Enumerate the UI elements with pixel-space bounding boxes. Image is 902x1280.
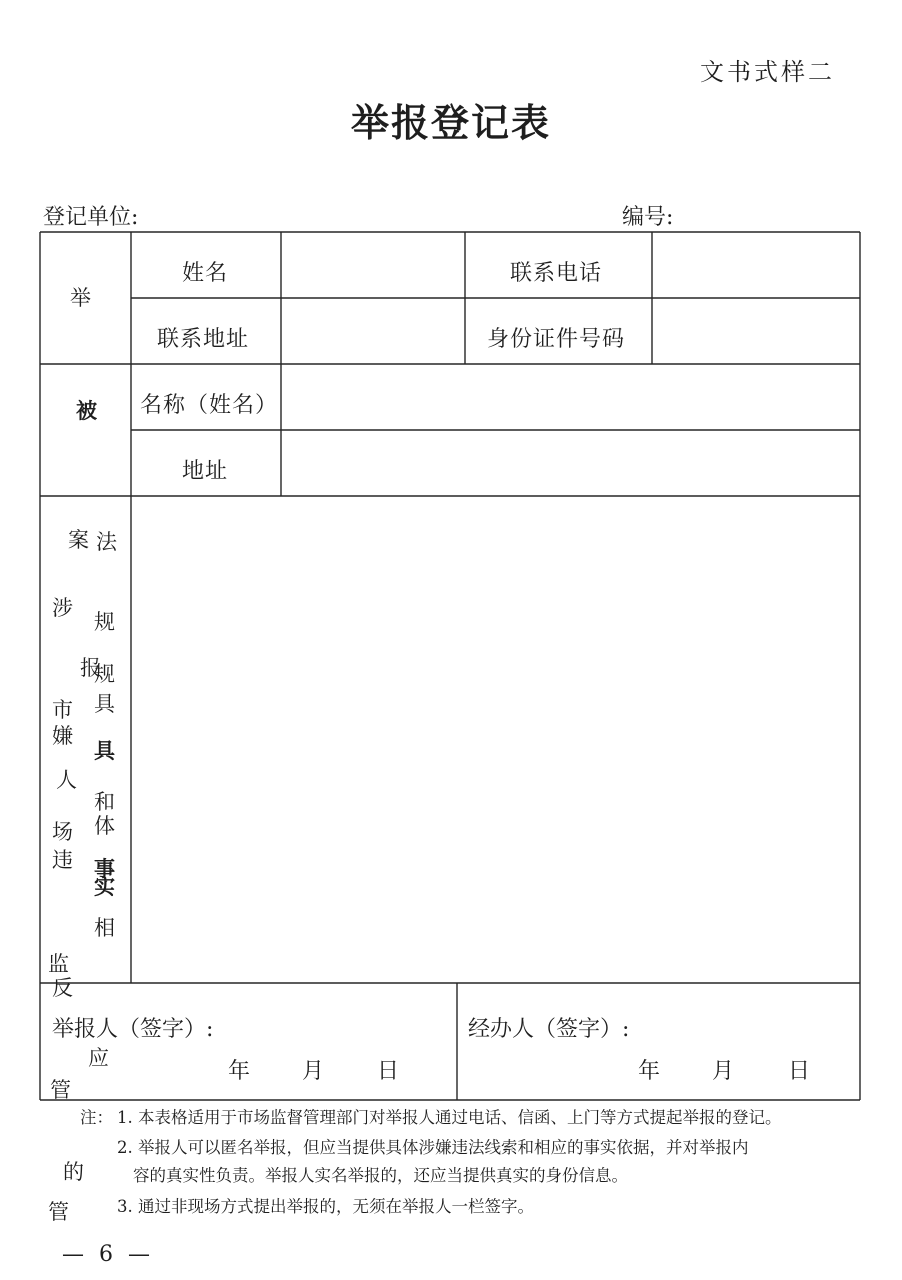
reporter-address-label: 联系地址	[157, 327, 250, 352]
reporter-id-field[interactable]	[654, 300, 858, 362]
reported-section-heading: 被	[76, 398, 97, 423]
handler-date-day: 日	[788, 1059, 811, 1084]
facts-heading-char: 嫌	[52, 724, 73, 748]
reporter-signature-area[interactable]	[42, 985, 455, 1098]
facts-heading-char: 具	[94, 738, 115, 763]
reported-name-field[interactable]	[283, 366, 858, 428]
facts-content-area[interactable]	[133, 498, 858, 981]
facts-heading-char: 规	[94, 662, 115, 686]
note-2-line-1: 2. 举报人可以匿名举报，但应当提供具体涉嫌违法线索和相应的事实依据，并对举报内	[117, 1138, 749, 1157]
handler-date-month: 月	[712, 1059, 735, 1084]
handler-signature-label: 经办人（签字）:	[468, 1017, 630, 1042]
facts-heading-char: 体	[94, 814, 115, 838]
reporter-section-heading: 举	[70, 286, 91, 310]
reported-name-label: 名称（姓名）	[140, 393, 279, 418]
serial-number-label: 编号:	[622, 205, 674, 230]
reporter-date-year: 年	[228, 1059, 251, 1084]
reporter-name-field[interactable]	[283, 234, 463, 296]
note-1: 1. 本表格适用于市场监督管理部门对举报人通过电话、信函、上门等方式提起举报的登记。	[117, 1108, 782, 1127]
reporter-date-day: 日	[377, 1059, 400, 1084]
facts-heading-char: 实	[94, 874, 115, 899]
facts-heading-char: 涉	[52, 596, 73, 620]
facts-heading-char: 市	[52, 698, 73, 722]
reporter-signature-label: 举报人（签字）:	[52, 1017, 214, 1042]
note-2-line-2: 容的真实性负责。举报人实名举报的，还应当提供真实的身份信息。	[133, 1166, 628, 1185]
reported-address-label: 地址	[182, 459, 229, 484]
reporter-id-label: 身份证件号码	[487, 327, 626, 352]
notes-prefix: 注：	[80, 1108, 113, 1127]
reporter-address-field[interactable]	[283, 300, 463, 362]
facts-heading-char: 法	[96, 530, 117, 554]
facts-heading-char: 和	[94, 790, 115, 814]
facts-heading-char: 报	[80, 656, 101, 680]
handler-signature-area[interactable]	[459, 985, 858, 1098]
reported-address-field[interactable]	[283, 432, 858, 494]
facts-heading-char: 案	[68, 528, 89, 552]
facts-heading-char: 规	[94, 610, 115, 634]
facts-heading-char: 的	[63, 1160, 84, 1184]
facts-heading-char: 应	[88, 1046, 109, 1070]
facts-heading-char: 事	[94, 856, 115, 881]
note-3: 3. 通过非现场方式提出举报的，无须在举报人一栏签字。	[117, 1197, 534, 1216]
page-title: 举报登记表	[350, 100, 551, 145]
facts-heading-char: 场	[52, 820, 73, 844]
facts-heading-char: 具	[94, 692, 115, 716]
facts-heading-char: 反	[52, 976, 73, 1000]
reporter-date-month: 月	[302, 1059, 325, 1084]
facts-heading-char: 管	[48, 1200, 69, 1224]
form-id: 文书式样二	[700, 58, 835, 86]
reporter-name-label: 姓名	[182, 261, 229, 286]
handler-date-year: 年	[638, 1059, 661, 1084]
reporter-phone-label: 联系电话	[510, 261, 603, 286]
page-number: — 6 —	[62, 1242, 154, 1267]
facts-heading-char: 管	[50, 1078, 71, 1102]
facts-heading-char: 人	[56, 768, 77, 792]
facts-heading-char: 违	[52, 848, 73, 872]
facts-heading-char: 监	[48, 952, 69, 976]
facts-heading-char: 相	[94, 916, 115, 940]
registration-unit-label: 登记单位:	[43, 205, 139, 230]
reporter-phone-field[interactable]	[654, 234, 858, 296]
